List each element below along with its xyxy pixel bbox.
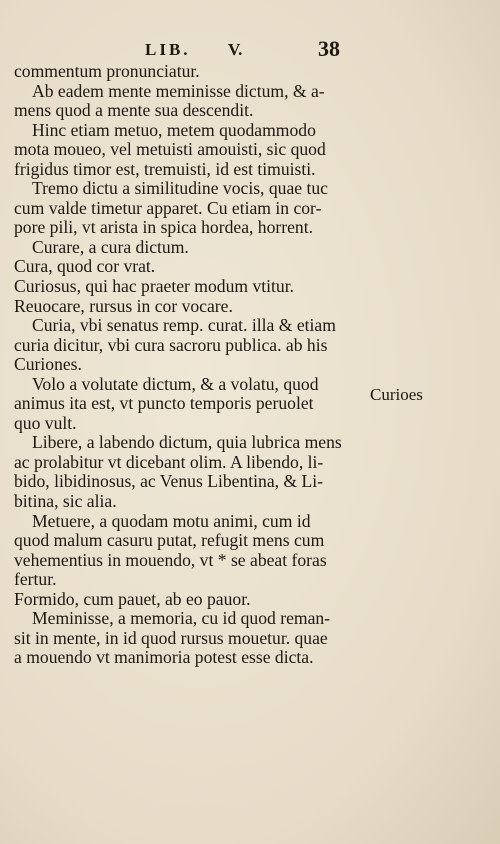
text-line: ac prolabitur vt dicebant olim. A libendo, li-: [14, 451, 324, 472]
text-line: curia dicitur, vbi cura sacroru publica. ab his: [14, 334, 328, 355]
text-line: Curiones.: [14, 354, 82, 375]
margin-note: Curioes: [370, 385, 423, 404]
text-line: a mouendo vt manimoria potest esse dicta.: [14, 647, 314, 668]
text-line: cum valde timetur apparet. Cu etiam in cor-: [14, 197, 322, 218]
text-line: Curare, a cura dictum.: [32, 236, 189, 257]
text-line: Curia, vbi senatus remp. curat. illa & etiam: [32, 315, 336, 336]
text-line: fertur.: [14, 569, 57, 590]
running-head-book: LIB.: [145, 40, 191, 59]
text-line: mota moueo, vel metuisti amouisti, sic quod: [14, 139, 326, 160]
text-line: Cura, quod cor vrat.: [14, 256, 156, 277]
running-head-book-number: V.: [228, 40, 243, 59]
text-line: vehementius in mouendo, vt * se abeat foras: [14, 549, 327, 570]
body-text: [14, 62, 376, 668]
text-line: pore pili, vt arista in spica hordea, horrent.: [14, 217, 313, 238]
text-line: Curiosus, qui hac praeter modum vtitur.: [14, 276, 294, 297]
text-line: Tremo dictu a similitudine vocis, quae tuc: [32, 178, 328, 199]
text-line: Reuocare, rursus in cor vocare.: [14, 295, 233, 316]
folio-number: 38: [318, 36, 340, 61]
text-line: Metuere, a quodam motu animi, cum id: [32, 510, 311, 531]
text-line: Volo a volutate dictum, & a volatu, quod: [32, 373, 319, 394]
text-line: Ab eadem mente meminisse dictum, & a-: [32, 80, 325, 101]
text-line: quod malum casuru putat, refugit mens cum: [14, 530, 325, 551]
text-line: mens quod a mente sua descendit.: [14, 100, 254, 121]
text-line: Hinc etiam metuo, metem quodammodo: [32, 119, 316, 140]
text-line: quo vult.: [14, 412, 77, 433]
text-line: animus ita est, vt puncto temporis peruolet: [14, 393, 314, 414]
text-line: Meminisse, a memoria, cu id quod reman-: [32, 608, 331, 629]
text-line: bido, libidinosus, ac Venus Libentina, & Li-: [14, 471, 323, 492]
text-line: Libere, a labendo dictum, quia lubrica mens: [32, 432, 342, 453]
text-line: bitina, sic alia.: [14, 491, 117, 512]
text-line: commentum pronunciatur.: [14, 61, 200, 81]
text-line: frigidus timor est, tremuisti, id est timuisti.: [14, 158, 316, 179]
text-line: Formido, cum pauet, ab eo pauor.: [14, 588, 251, 609]
text-line: sit in mente, in id quod rursus mouetur. quae: [14, 627, 328, 648]
